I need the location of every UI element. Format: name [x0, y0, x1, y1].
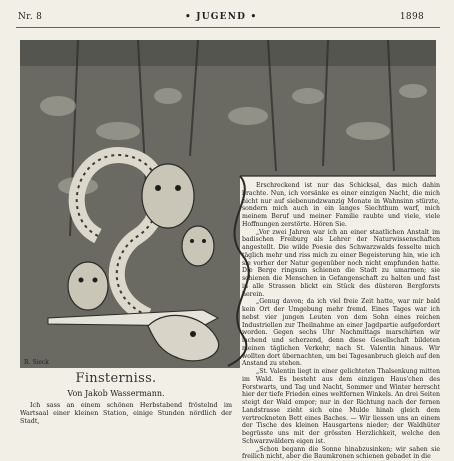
paragraph: „St. Valentin liegt in einer gelichteten Thalsenkung mitten im Wald. Es besteht aus dem einzigen Haus'chen des Forstwarts, und Tag und Nacht, Sommer und Winter herrscht hier der tiefe Frieden eines weltfernen Winkels. An drei Seiten steigt der Wald empor; nur in der Richtung nach der fernen Landstrasse zieht sich eine Mulde hinab gleich dem vertrockneten Bett eines Baches. — Wir liessen uns an einem der Tische des kleinen Hausgartens nieder; der Waldhüter begrüsste uns mit der grössten Herzlichkeit, welche den Schwarzwäldern eigen ist. — [242, 368, 440, 446]
magazine-title: • JUGEND • — [185, 12, 257, 22]
paragraph: Ich sass an einem schönen Herbstabend fröstelnd im Wartsaal einer kleinen Station, einige Stunden nördlich der Stadt, — [20, 401, 232, 425]
header-rule — [16, 27, 440, 28]
year: 1898 — [400, 12, 424, 22]
paragraph: „Schon begann die Sonne hinabzusinken; wir sahen sie freilich nicht, aber die Baumkronen schienen gebadet in die — [242, 446, 440, 461]
paragraph: „Genug davon; da ich viel freie Zeit hatte, war mir bald kein Ort der Umgebung mehr fremd. Eines Tages war ich nebst vier jungen Leuten von dem Sohn eines reichen Industriellen zur Theilnahme an einer Jagdpartie aufgefordert worden. Gegen sechs Uhr Nachmittags marschirten wir lachend und scherzend, denn diese Gesellschaft bildeten meinen täglichen Verkehr, nach St. Valentin hinaus. Wir wollten dort übernachten, um bei Tagesanbruch gleich auf den Anstand zu stehen. — [242, 298, 440, 368]
right-column — [242, 182, 440, 429]
issue-number: Nr. 8 — [18, 12, 42, 22]
paragraph: Erschreckend ist nur das Schicksal, das mich dahin brachte. Nun, ich vorsänke es einer einzigen Nacht, die mich nicht nur auf siebenundzwanzig Monate in Wahnsinn stürzte, sondern mich auch in ein langes Siechthum warf, mich meinem Beruf und meiner Familie raubte und viele, viele Hoffnungen zerstörte. Hören Sie. — [242, 182, 440, 229]
article-byline: Von Jakob Wassermann. — [0, 389, 232, 398]
left-column — [20, 401, 232, 425]
paragraph: „Vor zwei Jahren war ich an einer staatlichen Anstalt im badischen Freiburg als Lehrer der Naturwissenschaften angestellt. Die wilde Poesie des Schwarzwalds fesselte mich täglich mehr und riss mich zu einer Begeisterung hin, wie ich sie vorher der Natur gegenüber noch nicht empfunden hatte. Die Berge ringsum schienen die Stadt zu umarmen; sie schienen die Menschen in Gefangenschaft zu halten und fast in alle Strassen blickt ein Stück des düsteren Bergforsts herein. — [242, 229, 440, 299]
illustrator-signature: R. Sieck — [24, 359, 49, 366]
article-title: Finsterniss. — [0, 371, 232, 386]
page-header — [0, 12, 454, 26]
